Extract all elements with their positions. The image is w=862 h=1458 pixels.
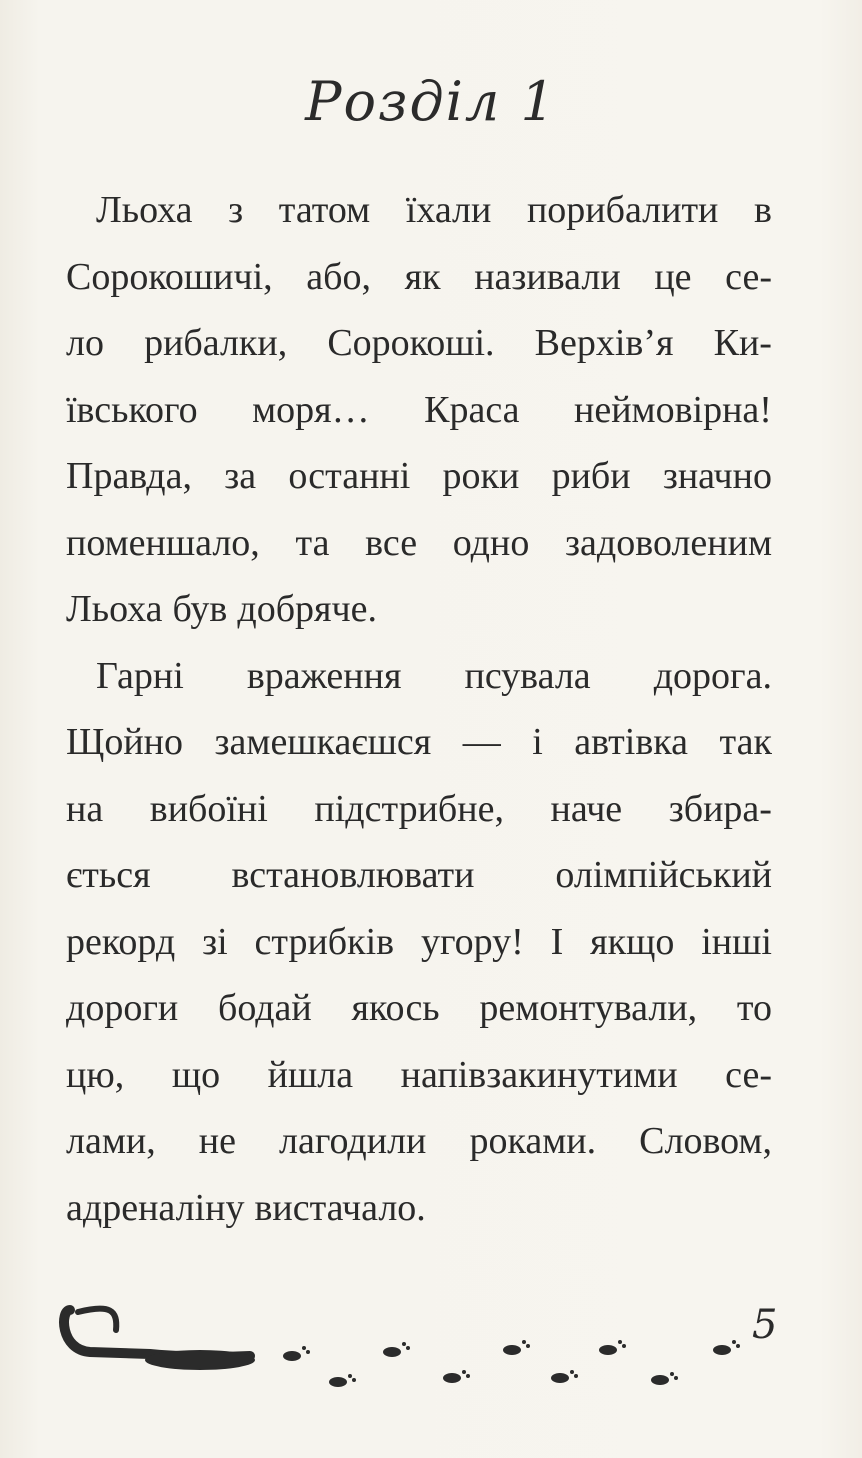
word: ївського: [66, 388, 198, 431]
word: це: [654, 255, 692, 298]
word: роками.: [469, 1120, 597, 1162]
word: встановлювати: [231, 854, 475, 896]
word: з: [228, 189, 244, 231]
word: значно: [662, 455, 772, 497]
word: їхали: [405, 189, 492, 231]
word: одно: [452, 521, 530, 564]
word: Словом,: [639, 1120, 772, 1162]
word: задоволеним: [565, 521, 772, 564]
word: моря…: [252, 388, 370, 431]
word: псувала: [464, 654, 591, 697]
word: йшла: [267, 1053, 354, 1096]
word: лами,: [66, 1120, 156, 1162]
word: олімпійський: [555, 854, 772, 896]
text-line: [66, 1053, 772, 1097]
word: ремонтували,: [479, 987, 698, 1029]
text-line: [66, 1119, 772, 1163]
word: риби: [551, 455, 631, 497]
word: за: [224, 455, 257, 497]
word: напівзакинутими: [400, 1053, 678, 1096]
word: Щойно: [66, 721, 184, 763]
chapter-title: Розділ 1: [305, 70, 557, 133]
word: все: [365, 521, 418, 564]
text-line: [66, 521, 772, 565]
word: бодай: [217, 987, 312, 1029]
word: угору!: [420, 920, 524, 963]
word: Краса: [424, 388, 520, 431]
word: рекорд: [66, 920, 176, 963]
word: так: [719, 721, 772, 763]
word: в: [754, 189, 772, 231]
word: се-: [725, 1053, 772, 1096]
word: цю,: [66, 1053, 125, 1096]
word: зі: [202, 920, 228, 963]
word: Верхів’я: [534, 322, 674, 364]
word: то: [736, 987, 772, 1029]
text-line: [66, 255, 772, 299]
word: називали: [474, 255, 621, 298]
word: на: [66, 787, 104, 830]
word: татом: [278, 189, 371, 231]
word: порибалити: [526, 189, 719, 231]
word: Гарні: [96, 654, 184, 697]
word: та: [295, 521, 330, 564]
word: неймовірна!: [574, 388, 772, 431]
word: останні: [288, 455, 411, 497]
word: Льоха: [96, 189, 193, 231]
word: або,: [306, 255, 371, 298]
text-line: [66, 720, 772, 764]
text-line: [66, 321, 772, 365]
page-number: 5: [752, 1302, 778, 1348]
word: се-: [725, 255, 772, 298]
word: Правда,: [66, 455, 193, 497]
word: як: [404, 255, 441, 298]
word: ло: [66, 322, 104, 364]
word: Ки-: [713, 322, 772, 364]
text-line: [66, 920, 772, 964]
word: роки: [442, 455, 520, 497]
word: вистачало.: [254, 1186, 426, 1229]
word: автівка: [574, 721, 689, 763]
word: наче: [550, 787, 623, 830]
text-line: [96, 654, 772, 698]
text-line: [66, 1186, 772, 1230]
word: стрибків: [254, 920, 395, 963]
text-line: [66, 787, 772, 831]
word: рибалки,: [144, 322, 288, 364]
word: що: [171, 1053, 221, 1096]
word: лагодили: [279, 1120, 427, 1162]
word: Сорокоші.: [327, 322, 495, 364]
word: —: [462, 721, 501, 763]
word: ється: [66, 854, 151, 896]
word: дорога.: [653, 654, 772, 697]
word: якось: [351, 987, 440, 1029]
word: вибоїні: [149, 787, 268, 830]
word: враження: [246, 654, 402, 697]
word: Льоха: [66, 588, 163, 630]
text-line: [66, 853, 772, 897]
word: добряче.: [237, 588, 377, 630]
word: Сорокошичі,: [66, 255, 273, 298]
word: адреналіну: [66, 1186, 245, 1229]
word: підстрибне,: [314, 787, 504, 830]
word: не: [198, 1120, 236, 1162]
text-line: [66, 454, 772, 498]
word: був: [172, 588, 228, 630]
text-line: [66, 587, 772, 631]
word: поменшало,: [66, 521, 260, 564]
text-line: [66, 388, 772, 432]
footprints-trail-icon: [0, 1290, 862, 1410]
word: І: [550, 920, 564, 963]
word: якщо: [590, 920, 675, 963]
word: інші: [701, 920, 772, 963]
word: замешкаєшся: [214, 721, 432, 763]
text-line: [66, 986, 772, 1030]
word: дороги: [66, 987, 179, 1029]
text-line: [96, 188, 772, 232]
word: і: [532, 721, 543, 763]
word: збира-: [668, 787, 772, 830]
